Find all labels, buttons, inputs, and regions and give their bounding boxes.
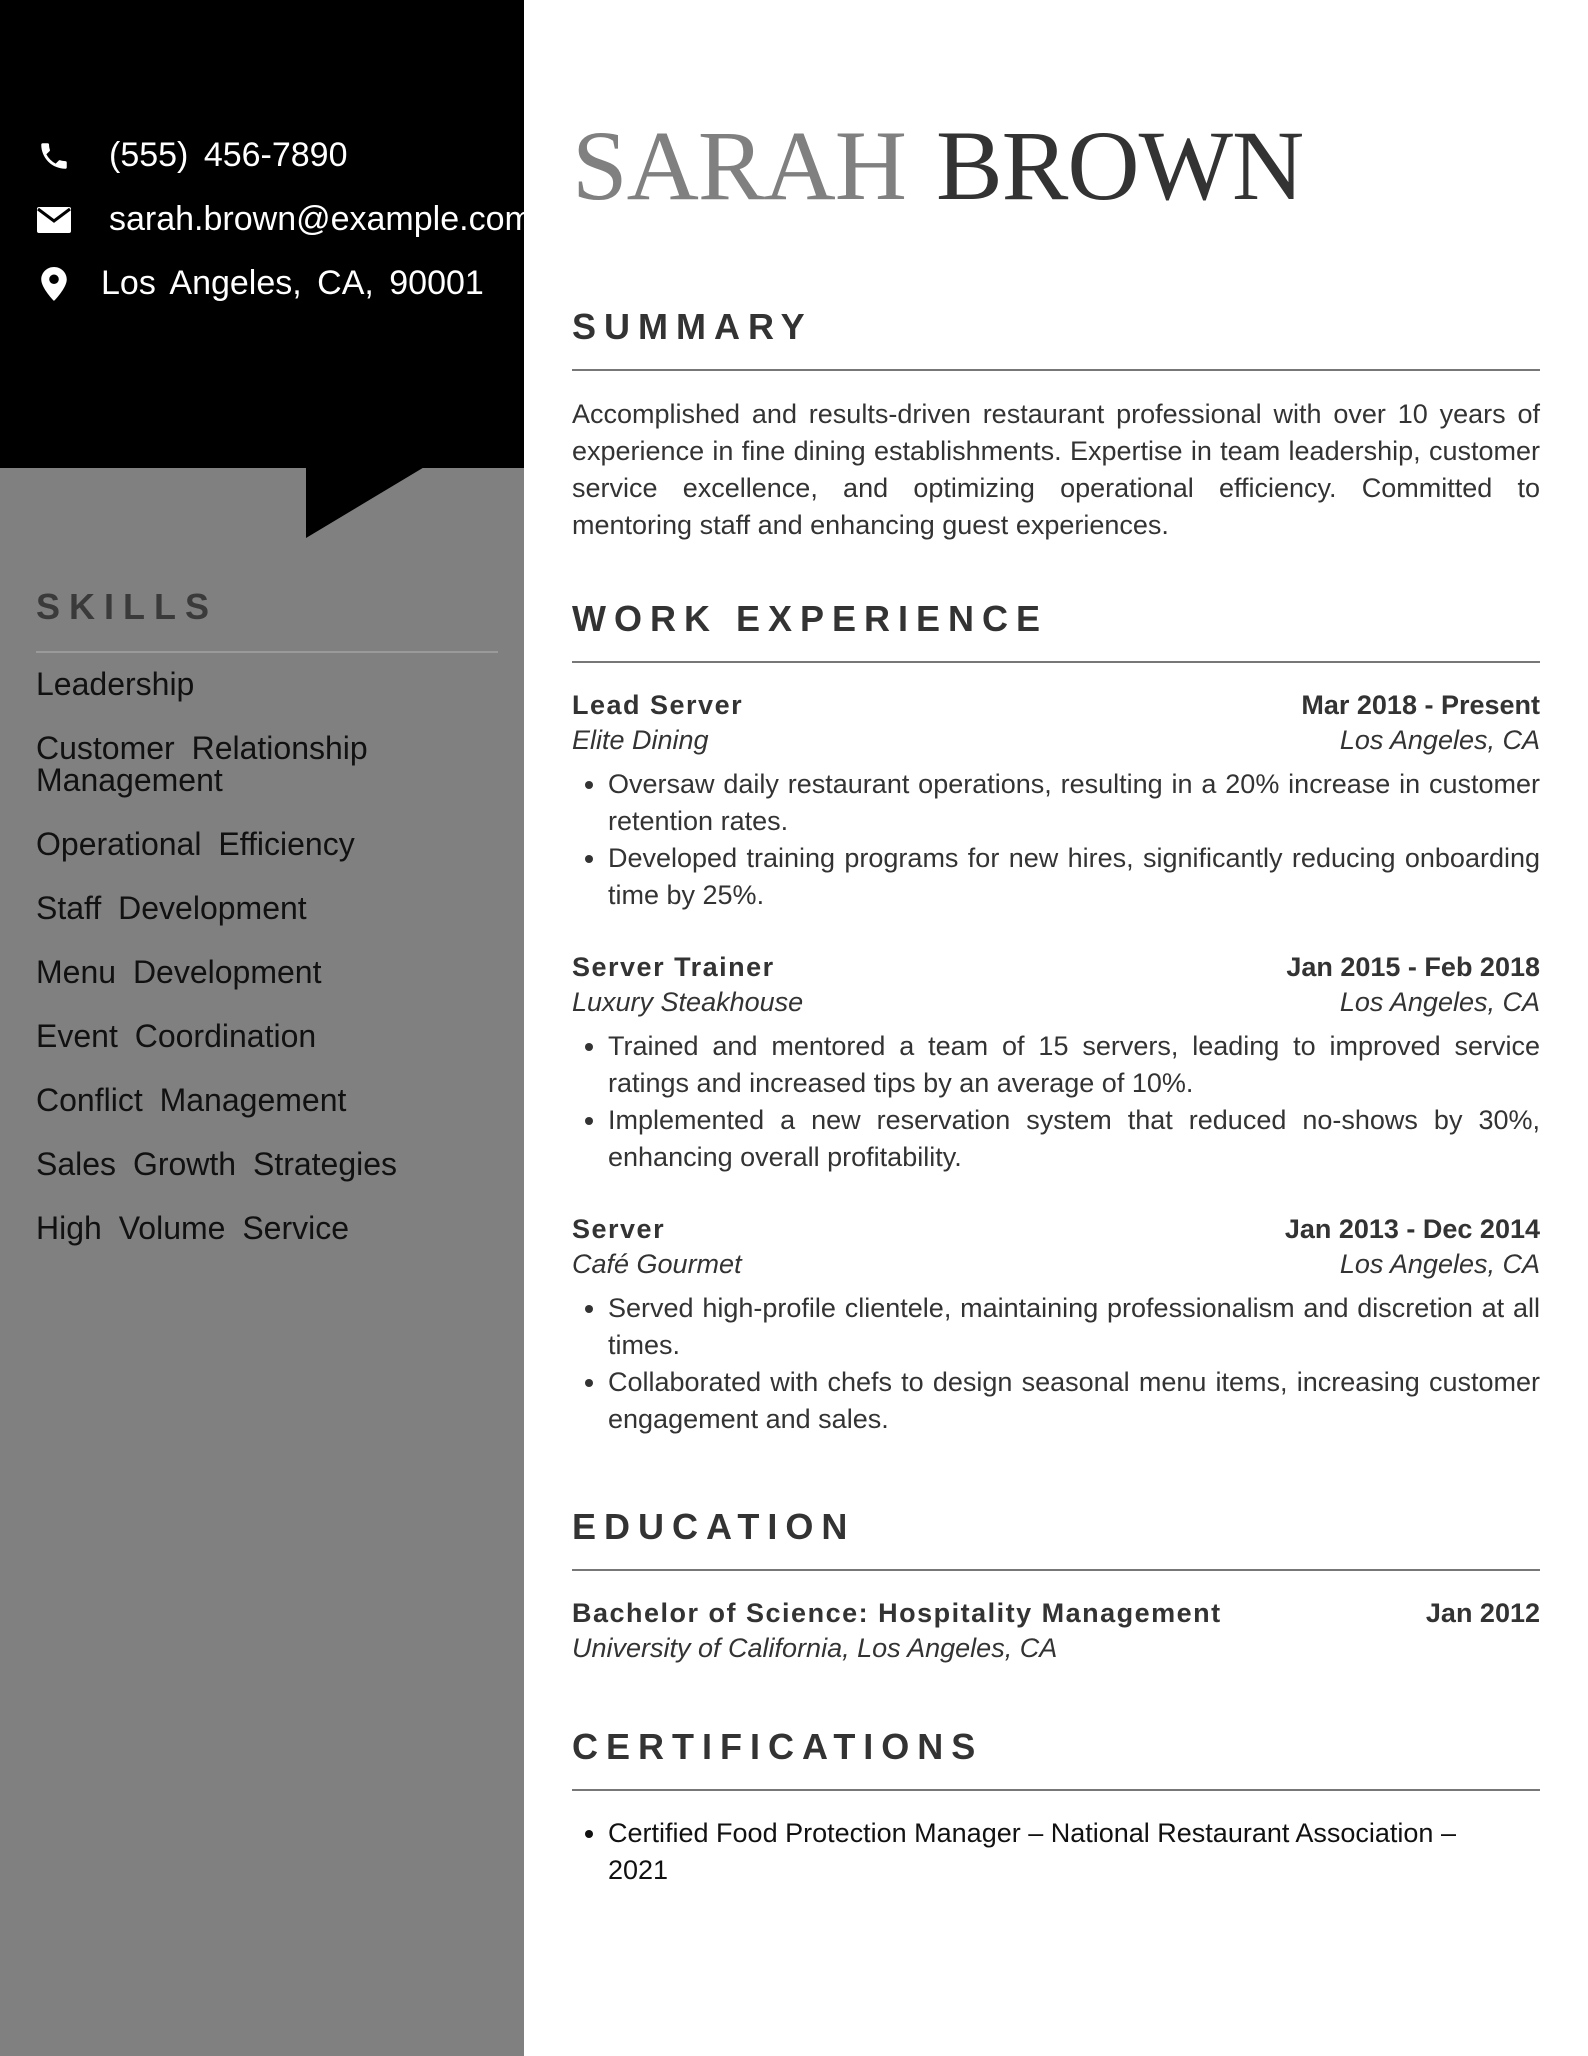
- phone-text: (555) 456-7890: [109, 136, 348, 174]
- skill-item: Event Coordination: [36, 1018, 317, 1054]
- skills-heading: SKILLS: [36, 586, 219, 627]
- job-bullet: • Served high-profile clientele, maintaining professionalism and discretion at all times.: [608, 1290, 1540, 1364]
- skill-item: Leadership: [36, 666, 195, 702]
- job-company: Café Gourmet: [572, 1249, 742, 1279]
- job-bullets: [572, 1028, 1540, 1176]
- skill-item: Sales Growth Strategies: [36, 1146, 398, 1182]
- skills-divider: [36, 651, 498, 653]
- degree: Bachelor of Science: Hospitality Management: [572, 1598, 1222, 1628]
- education-entry: [572, 1598, 1540, 1664]
- job-bullets: [572, 766, 1540, 914]
- certifications-list: [572, 1815, 1540, 1889]
- skill-item: High Volume Service: [36, 1210, 350, 1246]
- contact-block: [0, 0, 533, 468]
- candidate-name: [572, 108, 1303, 223]
- job-title: Server Trainer: [572, 952, 775, 982]
- sidebar: [0, 0, 533, 2056]
- first-name: SARAH: [572, 110, 906, 221]
- contact-email: [35, 200, 533, 239]
- job-bullets: [572, 1290, 1540, 1438]
- skill-item: Customer Relationship Management: [36, 730, 368, 798]
- job-company: Elite Dining: [572, 725, 709, 755]
- job-bullet: • Trained and mentored a team of 15 servers, leading to improved service ratings and increased tips by an average of 10%.: [608, 1028, 1540, 1102]
- education-heading: EDUCATION: [572, 1506, 856, 1547]
- job-dates: Jan 2015 - Feb 2018: [1286, 952, 1540, 982]
- skills-list: [36, 668, 476, 1276]
- job-dates: Jan 2013 - Dec 2014: [1284, 1214, 1540, 1244]
- skill-item: Staff Development: [36, 890, 307, 926]
- summary-heading: SUMMARY: [572, 306, 813, 347]
- summary-divider: [572, 369, 1540, 371]
- job-title: Server: [572, 1214, 666, 1244]
- map-pin-icon: [35, 265, 73, 303]
- certification-item: • Certified Food Protection Manager – National Restaurant Association – 2021: [608, 1815, 1540, 1889]
- education-date: Jan 2012: [1425, 1598, 1540, 1628]
- email-text: sarah.brown@example.com: [109, 200, 533, 238]
- job-entry: [572, 952, 1540, 1176]
- job-bullet: • Developed training programs for new hires, significantly reducing onboarding time by 25%.: [608, 840, 1540, 914]
- job-dates: Mar 2018 - Present: [1301, 690, 1540, 720]
- experience-heading: WORK EXPERIENCE: [572, 598, 1049, 639]
- experience-divider: [572, 661, 1540, 663]
- skill-item: Menu Development: [36, 954, 322, 990]
- job-company: Luxury Steakhouse: [572, 987, 804, 1017]
- certifications-divider: [572, 1789, 1540, 1791]
- job-bullet: • Collaborated with chefs to design seasonal menu items, increasing customer engagement and sales.: [608, 1364, 1540, 1438]
- certifications-heading: CERTIFICATIONS: [572, 1726, 984, 1767]
- summary-text: Accomplished and results-driven restaurant professional with over 10 years of experience in fine dining establishments. Expertise in team leadership, customer service excellence, and optimizing operational efficiency. Committed to mentoring staff and enhancing guest experiences.: [572, 399, 1540, 540]
- skill-item: Conflict Management: [36, 1082, 347, 1118]
- job-location: Los Angeles, CA: [1339, 987, 1540, 1017]
- school: University of California, Los Angeles, CA: [572, 1633, 1058, 1663]
- contact-location: [35, 264, 484, 303]
- phone-icon: [35, 137, 73, 175]
- speech-pointer: [0, 466, 524, 540]
- job-location: Los Angeles, CA: [1339, 1249, 1540, 1279]
- envelope-icon: [35, 201, 73, 239]
- job-entry: [572, 690, 1540, 914]
- job-bullet: • Oversaw daily restaurant operations, resulting in a 20% increase in customer retention rates.: [608, 766, 1540, 840]
- job-title: Lead Server: [572, 690, 744, 720]
- job-bullet: • Implemented a new reservation system that reduced no-shows by 30%, enhancing overall profitability.: [608, 1102, 1540, 1176]
- location-text: Los Angeles, CA, 90001: [101, 264, 484, 302]
- skill-item: Operational Efficiency: [36, 826, 355, 862]
- education-divider: [572, 1569, 1540, 1571]
- job-location: Los Angeles, CA: [1339, 725, 1540, 755]
- contact-phone: [35, 136, 348, 175]
- job-entry: [572, 1214, 1540, 1438]
- last-name: BROWN: [935, 110, 1304, 221]
